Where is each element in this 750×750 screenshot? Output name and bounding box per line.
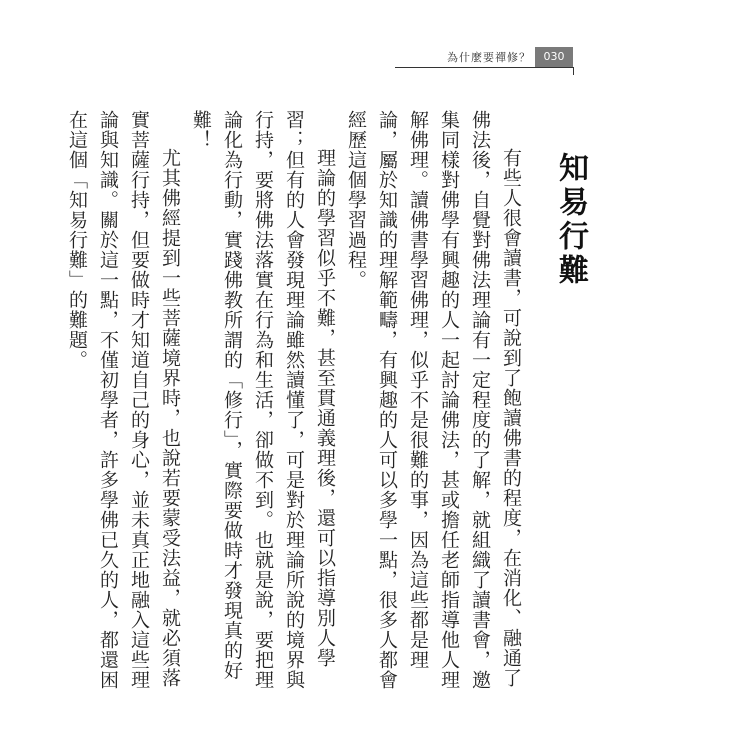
paragraph-2: 理論的學習似乎不難，甚至貫通義理後，還可以指導別人學習；但有的人會發現理論雖然讀懂了，可是對於理論所說的境界與行持，要將佛法落實在行為和生活，卻做不到。也就是說，要把理論化為行動，實踐佛教所謂的「修行」，實際要做時才發現真的好難！ [190,110,336,690]
body-text [61,110,526,700]
paragraph-3: 尤其佛經提到一些菩薩境界時，也說若要蒙受法益，就必須落實菩薩行持，但要做時才知道自己的身心，並未真正地融入這些理論與知識。關於這一點，不僅初學者，許多學佛已久的人，都還困在這個「知易行難」的難題。 [66,110,181,690]
chapter-title: 知易行難 [553,152,588,288]
running-head-title: 為什麼要禪修？ [447,51,531,64]
running-head-tick [573,67,574,75]
paragraph-1: 有些人很會讀書，可說到了飽讀佛書的程度，在消化、融通了佛法後，自覺對佛法理論有一定程度的了解，就組織了讀書會，邀集同樣對佛學有興趣的人一起討論佛法，甚或擔任老師指導他人理解佛理。讀佛書學習佛理，似乎不是很難的事，因為這些都是理論，屬於知識的理解範疇，有興趣的人可以多學一點，很多人都會經歷這個學習過程。 [345,110,522,690]
running-head [395,47,573,68]
page-number: 030 [535,47,573,67]
